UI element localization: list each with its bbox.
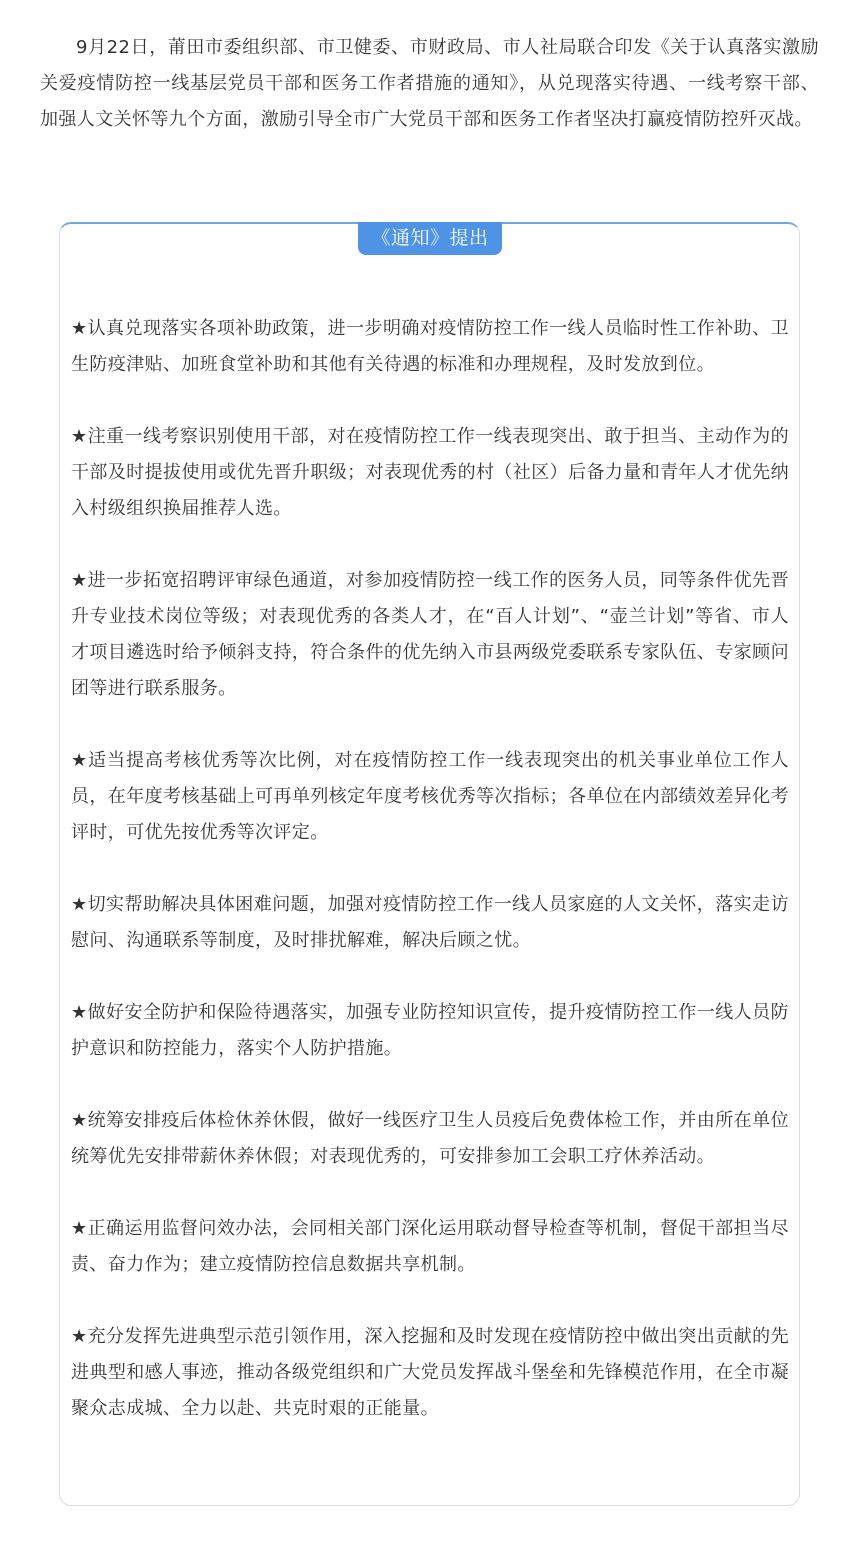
notice-item: ★认真兑现落实各项补助政策，进一步明确对疫情防控工作一线人员临时性工作补助、卫生防疫津贴、加班食堂补助和其他有关待遇的标准和办理规程，及时发放到位。 [71,318,789,375]
notice-item: ★正确运用监督问效办法，会同相关部门深化运用联动督导检查等机制，督促干部担当尽责、奋力作为；建立疫情防控信息数据共享机制。 [71,1218,789,1275]
notice-item-list [71,311,789,1427]
notice-item: ★注重一线考察识别使用干部，对在疫情防控工作一线表现突出、敢于担当、主动作为的干部及时提拔使用或优先晋升职级；对表现优秀的村（社区）后备力量和青年人才优先纳入村级组织换届推荐人选。 [71,426,789,519]
notice-item: ★适当提高考核优秀等次比例，对在疫情防控工作一线表现突出的机关事业单位工作人员，在年度考核基础上可再单列核定年度考核优秀等次指标；各单位在内部绩效差异化考评时，可优先按优秀等次评定。 [71,750,789,843]
notice-box [59,222,800,1506]
notice-item: ★切实帮助解决具体困难问题，加强对疫情防控工作一线人员家庭的人文关怀，落实走访慰问、沟通联系等制度，及时排扰解难，解决后顾之忧。 [71,894,789,951]
notice-item: ★做好安全防护和保险待遇落实，加强专业防控知识宣传，提升疫情防控工作一线人员防护意识和防控能力，落实个人防护措施。 [71,1002,789,1059]
notice-item: ★统筹安排疫后体检休养休假，做好一线医疗卫生人员疫后免费体检工作，并由所在单位统筹优先安排带薪休养休假；对表现优秀的，可安排参加工会职工疗休养活动。 [71,1110,789,1167]
notice-item: ★进一步拓宽招聘评审绿色通道，对参加疫情防控一线工作的医务人员，同等条件优先晋升专业技术岗位等级；对表现优秀的各类人才，在“百人计划”、“壶兰计划”等省、市人才项目遴选时给予倾斜支持，符合条件的优先纳入市县两级党委联系专家队伍、专家顾问团等进行联系服务。 [71,570,789,699]
notice-item: ★充分发挥先进典型示范引领作用，深入挖掘和及时发现在疫情防控中做出突出贡献的先进典型和感人事迹，推动各级党组织和广大党员发挥战斗堡垒和先锋模范作用，在全市凝聚众志成城、全力以赴、共克时艰的正能量。 [71,1326,789,1419]
notice-header: 《通知》提出 [358,222,502,255]
intro-paragraph: 9月22日，莆田市委组织部、市卫健委、市财政局、市人社局联合印发《关于认真落实激励关爱疫情防控一线基层党员干部和医务工作者措施的通知》，从兑现落实待遇、一线考察干部、加强人文关怀等九个方面，激励引导全市广大党员干部和医务工作者坚决打赢疫情防控歼灭战。 [40,37,819,130]
